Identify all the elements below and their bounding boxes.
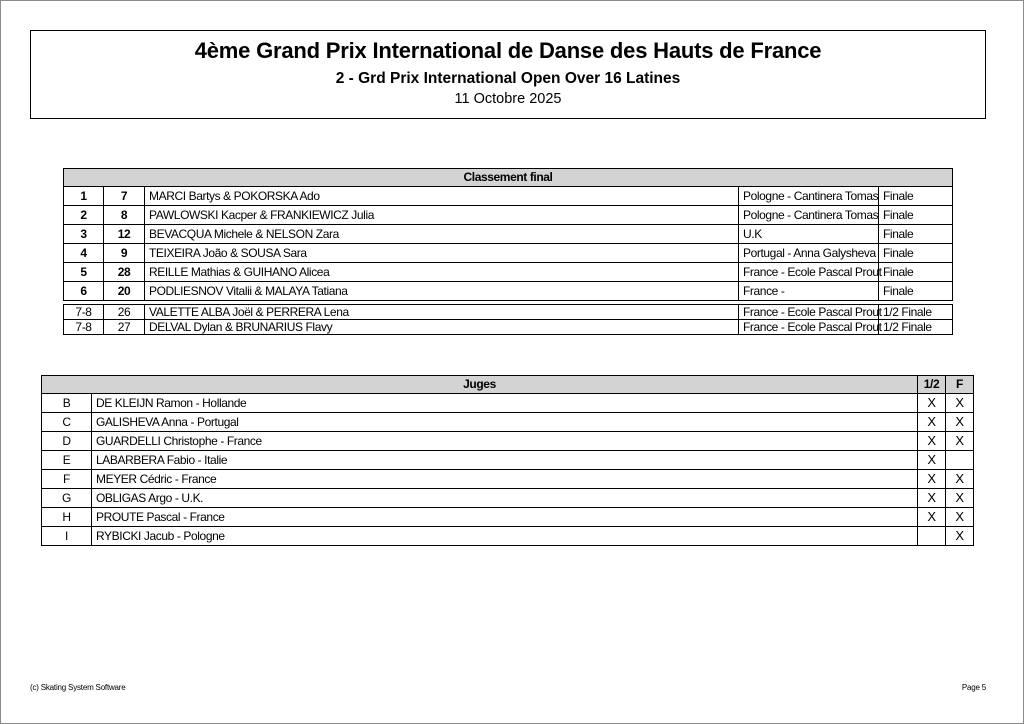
judge-row [42,470,974,489]
judge-letter: F [42,470,92,489]
half-final-mark: X [918,451,946,470]
rank-cell: 2 [64,206,104,225]
club-cell: France - [739,282,879,301]
rank-cell: 7-8 [64,305,104,320]
judge-letter: C [42,413,92,432]
final-mark [946,451,974,470]
footer-copyright: (c) Skating System Software [30,683,126,692]
round-cell: Finale [879,282,953,301]
judge-row [42,527,974,546]
half-final-mark: X [918,489,946,508]
header-box [30,30,986,119]
table-row [64,305,953,320]
couple-cell: REILLE Mathias & GUIHANO Alicea [145,263,739,282]
half-final-mark: X [918,432,946,451]
number-cell: 28 [104,263,145,282]
couple-cell: PODLIESNOV Vitalii & MALAYA Tatiana [145,282,739,301]
half-final-mark [918,527,946,546]
judge-letter: B [42,394,92,413]
rank-cell: 4 [64,244,104,263]
final-mark: X [946,508,974,527]
rank-cell: 7-8 [64,320,104,335]
club-cell: France - Ecole Pascal Prout [739,305,879,320]
judge-letter: D [42,432,92,451]
judge-row [42,432,974,451]
number-cell: 27 [104,320,145,335]
half-final-mark: X [918,413,946,432]
round-cell: Finale [879,206,953,225]
round-cell: 1/2 Finale [879,305,953,320]
col-final: F [946,376,974,394]
rank-cell: 6 [64,282,104,301]
judge-row [42,394,974,413]
judge-row [42,413,974,432]
event-date: 11 Octobre 2025 [454,91,562,107]
page-title: 4ème Grand Prix International de Danse des Hauts de France [194,38,822,63]
table-row [64,225,953,244]
judge-letter: G [42,489,92,508]
club-cell: U.K [739,225,879,244]
club-cell: France - Ecole Pascal Prout [739,263,879,282]
number-cell: 12 [104,225,145,244]
rank-cell: 3 [64,225,104,244]
club-cell: France - Ecole Pascal Prout [739,320,879,335]
couple-cell: MARCI Bartys & POKORSKA Ado [145,187,739,206]
rank-cell: 1 [64,187,104,206]
results-heading: Classement final [64,169,953,187]
table-row [64,187,953,206]
number-cell: 8 [104,206,145,225]
judge-row [42,451,974,470]
judge-name: GUARDELLI Christophe - France [92,432,918,451]
club-cell: Pologne - Cantinera Tomas [739,187,879,206]
round-cell: Finale [879,263,953,282]
judge-name: MEYER Cédric - France [92,470,918,489]
half-final-mark: X [918,508,946,527]
table-row [64,263,953,282]
judge-row [42,508,974,527]
judge-name: GALISHEVA Anna - Portugal [92,413,918,432]
page-subtitle: 2 - Grd Prix International Open Over 16 Latines [335,70,681,87]
round-cell: Finale [879,244,953,263]
number-cell: 26 [104,305,145,320]
judge-name: LABARBERA Fabio - Italie [92,451,918,470]
final-mark: X [946,470,974,489]
final-mark: X [946,432,974,451]
judges-heading: Juges [42,376,918,394]
judge-letter: H [42,508,92,527]
round-cell: 1/2 Finale [879,320,953,335]
number-cell: 9 [104,244,145,263]
half-final-mark: X [918,394,946,413]
col-half-final: 1/2 [918,376,946,394]
judge-letter: I [42,527,92,546]
table-row [64,320,953,335]
rank-cell: 5 [64,263,104,282]
table-row [64,282,953,301]
couple-cell: BEVACQUA Michele & NELSON Zara [145,225,739,244]
number-cell: 7 [104,187,145,206]
final-mark: X [946,394,974,413]
round-cell: Finale [879,187,953,206]
club-cell: Portugal - Anna Galysheva [739,244,879,263]
table-row [64,206,953,225]
judge-name: DE KLEIJN Ramon - Hollande [92,394,918,413]
round-cell: Finale [879,225,953,244]
couple-cell: PAWLOWSKI Kacper & FRANKIEWICZ Julia [145,206,739,225]
footer-page-number: Page 5 [961,683,986,692]
judge-name: OBLIGAS Argo - U.K. [92,489,918,508]
half-final-mark: X [918,470,946,489]
final-mark: X [946,413,974,432]
couple-cell: DELVAL Dylan & BRUNARIUS Flavy [145,320,739,335]
judge-name: RYBICKI Jacub - Pologne [92,527,918,546]
judge-row [42,489,974,508]
club-cell: Pologne - Cantinera Tomas [739,206,879,225]
judge-name: PROUTE Pascal - France [92,508,918,527]
couple-cell: VALETTE ALBA Joël & PERRERA Lena [145,305,739,320]
final-mark: X [946,527,974,546]
couple-cell: TEIXEIRA João & SOUSA Sara [145,244,739,263]
final-mark: X [946,489,974,508]
judge-letter: E [42,451,92,470]
number-cell: 20 [104,282,145,301]
results-table [63,168,953,335]
table-row [64,244,953,263]
judges-table [41,375,974,546]
